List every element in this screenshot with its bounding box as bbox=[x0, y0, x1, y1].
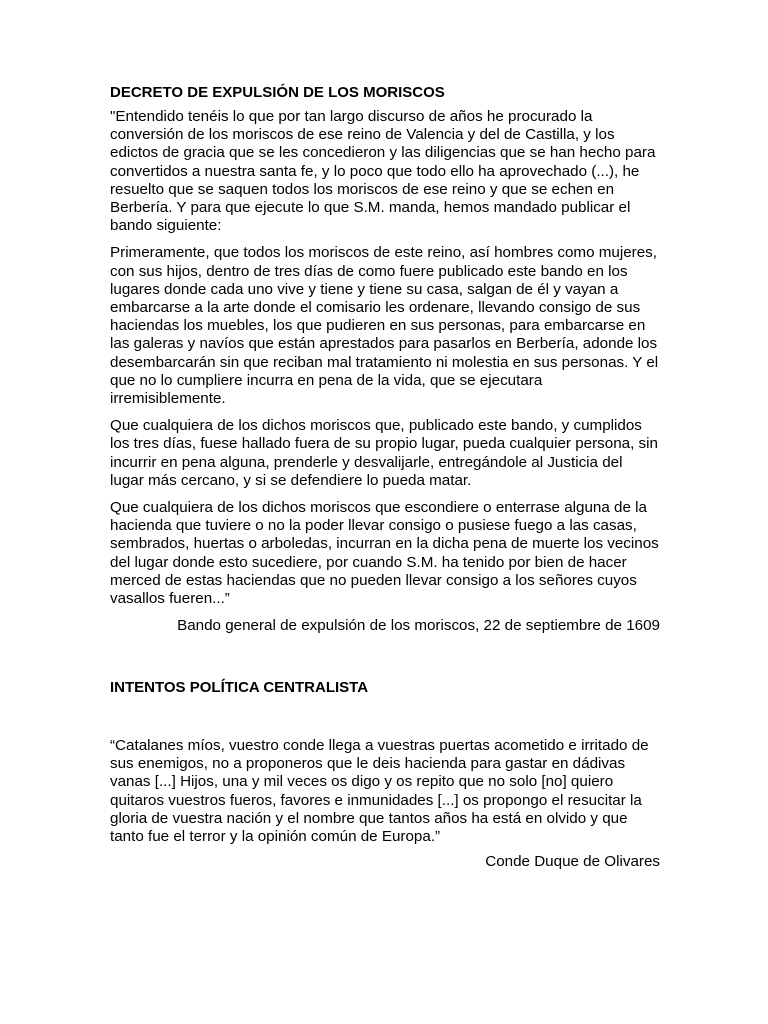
section-heading: INTENTOS POLÍTICA CENTRALISTA bbox=[110, 679, 369, 696]
paragraph: Que cualquiera de los dichos moriscos que, publicado este bando, y cumplidos los tres días, fuese hallado fuera de su propio lugar, pueda cualquier persona, sin incurrir en pena alguna, prenderle y desvalijarle, entregándole al Justicia del lugar más cercano, y si se defendiere lo pueda matar. bbox=[110, 417, 658, 489]
section-centralist-policy bbox=[110, 679, 660, 871]
paragraph: “Catalanes míos, vuestro conde llega a vuestras puertas acometido e irritado de sus enemigos, no a proponeros que le deis hacienda para gastar en dádivas vanas [...] Hijos, una y mil veces os digo y os repito que no solo [no] quiero quitaros vuestros fueros, favores e inmunidades [...] os propongo el resucitar la gloria de vuestra nación y el nombre que tantos años ha está en olvido y que tanto fue el terror y la opinión común de Europa.” bbox=[110, 737, 649, 846]
section-heading: DECRETO DE EXPULSIÓN DE LOS MORISCOS bbox=[110, 84, 445, 101]
citation: Bando general de expulsión de los moriscos, 22 de septiembre de 1609 bbox=[177, 617, 660, 635]
paragraph: Primeramente, que todos los moriscos de este reino, así hombres como mujeres, con sus hijos, dentro de tres días de como fuere publicado este bando en los lugares donde cada uno vive y tiene y tiene su casa, salgan de él y vayan a embarcarse a la arte donde el comisario les ordenare, llevando consigo de sus haciendas los muebles, los que pudieren en sus personas, para embarcarse en las galeras y navíos que están aprestados para pasarlos en Berbería, adonde los desembarcarán sin que reciban mal tratamiento ni molestia en sus personas. Y el que no lo cumpliere incurra en pena de la vida, que se ejecutara irremisiblemente. bbox=[110, 244, 659, 408]
paragraph: "Entendido tenéis lo que por tan largo discurso de años he procurado la conversión de los moriscos de ese reino de Valencia y del de Castilla, y los edictos de gracia que se les concedieron y las diligencias que se han hecho para convertidos a nuestra santa fe, y lo poco que todo ello ha aprovechado (...), he resuelto que se saquen todos los moriscos de ese reino y que se echen en Berbería. Y para que ejecute lo que S.M. manda, hemos mandado publicar el bando siguiente: bbox=[110, 108, 656, 235]
paragraph: Que cualquiera de los dichos moriscos que escondiere o enterrase alguna de la hacienda que tuviere o no la poder llevar consigo o pusiese fuego a las casas, sembrados, huertas o arboledas, incurran en la dicha pena de muerte los vecinos del lugar donde esto sucediere, por cuando S.M. ha tenido por bien de hacer merced de estas haciendas que no pueden llevar consigo a los señores cuyos vasallos fueren...” bbox=[110, 499, 659, 608]
section-expulsion bbox=[110, 84, 660, 635]
citation: Conde Duque de Olivares bbox=[485, 853, 660, 871]
